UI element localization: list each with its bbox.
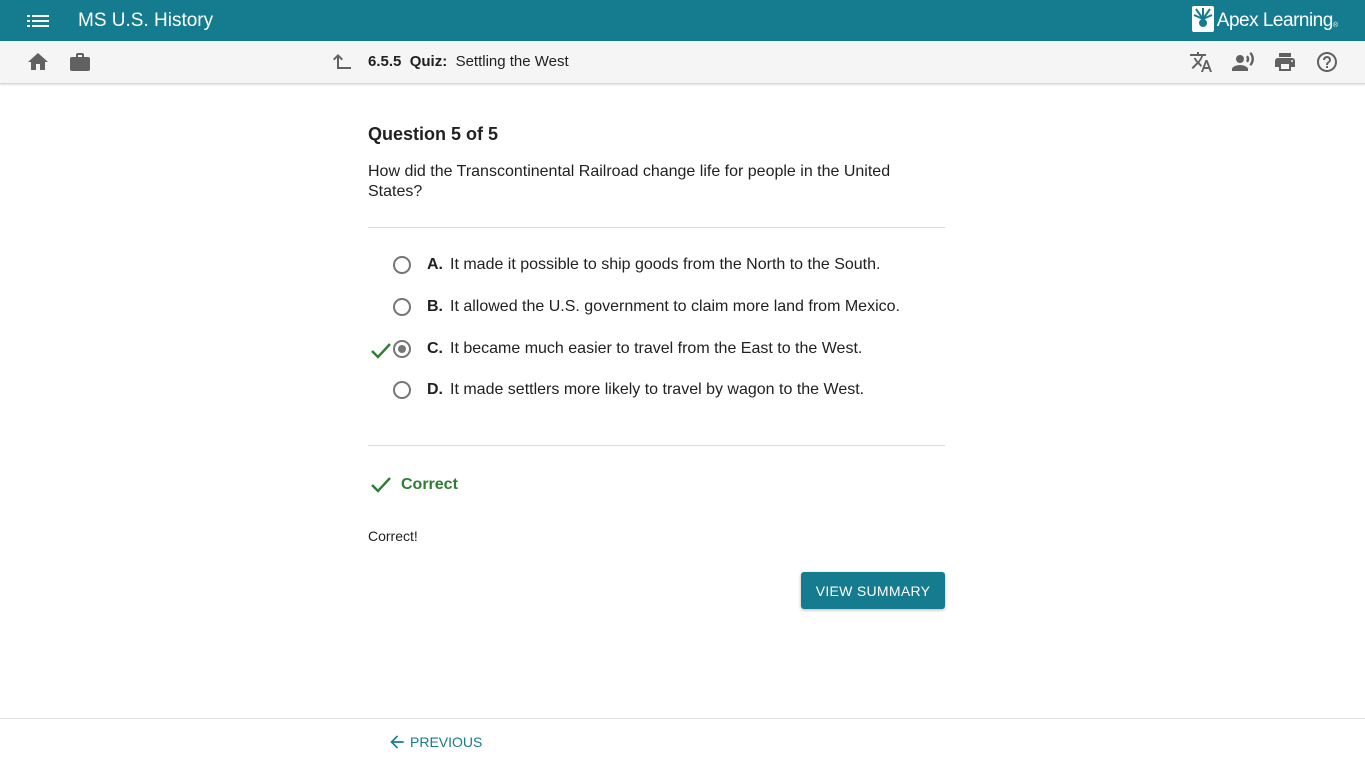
- briefcase-icon[interactable]: [68, 50, 92, 74]
- correct-check-icon: [370, 342, 392, 360]
- divider: [368, 227, 945, 228]
- help-icon[interactable]: [1315, 50, 1339, 74]
- option-letter: A.: [427, 256, 443, 273]
- option-text: It became much easier to travel from the East to the West.: [450, 340, 863, 357]
- previous-button[interactable]: [387, 732, 482, 752]
- activity-toolbar: [0, 41, 1365, 84]
- answer-option-c[interactable]: [368, 337, 945, 365]
- previous-label: PREVIOUS: [410, 734, 483, 750]
- check-icon: [370, 476, 392, 494]
- question-text: How did the Transcontinental Railroad change life for people in the United States?: [368, 163, 891, 200]
- answer-option-d[interactable]: [368, 378, 945, 406]
- bottom-navigation: [0, 718, 1365, 769]
- activity-title: Settling the West: [455, 53, 569, 70]
- option-letter: D.: [427, 381, 443, 398]
- option-letter: C.: [427, 340, 443, 357]
- apex-logo-icon: [1192, 6, 1214, 37]
- apex-learning-logo: [1192, 7, 1338, 35]
- arrow-left-icon: [387, 732, 407, 752]
- activity-type: Quiz:: [409, 53, 448, 70]
- radio-button[interactable]: [393, 298, 411, 316]
- view-summary-button[interactable]: VIEW SUMMARY: [801, 572, 945, 609]
- lesson-number: 6.5.5: [368, 53, 402, 70]
- result-label: Correct: [401, 476, 458, 493]
- divider: [368, 445, 945, 446]
- option-text: It made settlers more likely to travel by wagon to the West.: [450, 381, 865, 398]
- answer-option-a[interactable]: [368, 253, 945, 281]
- course-title: MS U.S. History: [78, 10, 214, 31]
- result-status: [368, 473, 668, 497]
- answer-option-b[interactable]: [368, 295, 945, 323]
- home-icon[interactable]: [26, 50, 50, 74]
- option-letter: B.: [427, 298, 443, 315]
- text-to-speech-icon[interactable]: [1231, 50, 1255, 74]
- option-text: It made it possible to ship goods from the North to the South.: [450, 256, 881, 273]
- app-header: [0, 0, 1365, 41]
- print-icon[interactable]: [1273, 50, 1297, 74]
- radio-button[interactable]: [393, 256, 411, 274]
- question-title: Question 5 of 5: [368, 124, 499, 144]
- menu-icon[interactable]: [27, 11, 49, 31]
- translate-icon[interactable]: [1189, 50, 1213, 74]
- radio-button-selected[interactable]: [393, 340, 411, 358]
- breadcrumb: [368, 53, 569, 70]
- radio-button[interactable]: [393, 381, 411, 399]
- up-arrow-icon[interactable]: [330, 50, 354, 74]
- option-text: It allowed the U.S. government to claim more land from Mexico.: [450, 298, 900, 315]
- logo-trademark: ®: [1332, 22, 1338, 29]
- logo-text: Apex Learning: [1216, 10, 1333, 31]
- feedback-text: Correct!: [368, 528, 418, 544]
